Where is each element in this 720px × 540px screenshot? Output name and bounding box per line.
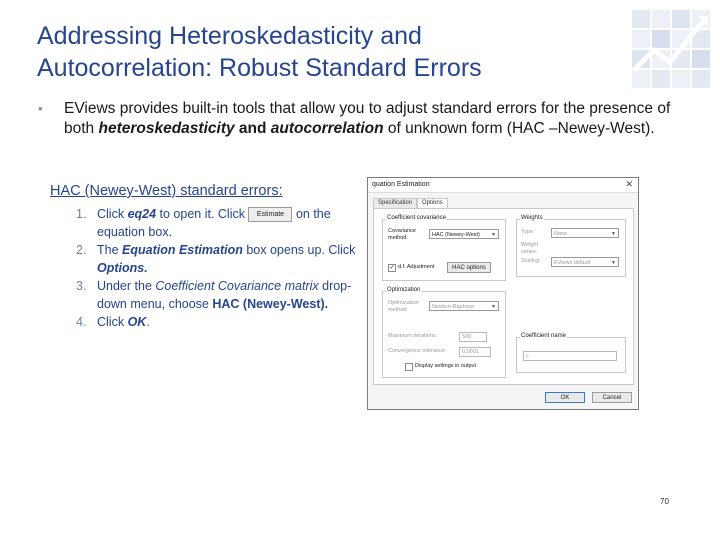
estimate-button-image: Estimate [248,207,292,222]
equation-estimation-dialog [367,177,639,410]
chevron-down-icon: ▼ [611,231,616,237]
coef-name-input[interactable]: c [523,351,617,361]
emphasis-autocorrelation: autocorrelation [270,120,384,137]
dialog-tabs [373,198,448,208]
step-item: 4. Click OK. [76,315,150,329]
df-adjustment-label: d.f. Adjustment [398,264,435,270]
display-settings-label: Display settings in output [415,363,477,369]
cov-method-select[interactable]: HAC (Newey-West) ▼ [429,229,499,239]
step-item: 1. Click eq24 to open it. Click Estimate on the equation box. [76,207,331,239]
cancel-button[interactable]: Cancel [592,392,632,403]
df-adjustment-checkbox[interactable]: ✓ [389,265,395,271]
coef-name-group: Coefficient name c [516,337,626,373]
dialog-titlebar [368,178,638,193]
step-item: 3. Under the Coefficient Covariance matrix drop-down menu, choose HAC (Newey-West). [76,279,352,311]
hac-options-button[interactable]: HAC options [447,262,491,273]
page-number: 70 [660,497,669,506]
weights-type-select[interactable]: None ▼ [551,228,619,238]
convergence-input[interactable]: 0.0001 [459,347,491,357]
rising-chart-logo-icon [632,10,710,88]
close-icon[interactable]: ✕ [625,179,633,189]
tab-options[interactable]: Options [417,198,448,208]
intro-bullet [38,99,690,139]
slide-title: Addressing Heteroskedasticity and Autocorrelation: Robust Standard Errors [37,22,482,82]
optimization-group: Optimization Optimization method: Newton-Raphson ▼ Maximum iterations: 500 Convergence tolerance: 0.0001 Display settings in output [382,291,506,378]
steps-list [76,205,361,331]
display-settings-checkbox[interactable] [405,363,413,371]
weights-type-label: Type: [521,229,535,235]
intro-text: EViews provides built-in tools that allow you to adjust standard errors for the presence of both heteroskedasticity and autocorrelation of unknown form (HAC –Newey-West). [64,100,671,137]
emphasis-heteroskedasticity: heteroskedasticity [98,120,235,137]
opt-method-select[interactable]: Newton-Raphson ▼ [429,301,499,311]
options-panel [373,208,634,385]
max-iterations-label: Maximum iterations: [388,333,438,339]
chevron-down-icon: ▼ [491,304,496,310]
dialog-title: quation Estimation [372,181,430,188]
weights-group: Weights Type: None ▼ Weight series: Scaling: EViews default ▼ [516,219,626,277]
step-item: 2. The Equation Estimation box opens up. Click Options. [76,243,356,275]
chevron-down-icon: ▼ [611,260,616,266]
weight-series-label: Weight series: [521,242,539,255]
scaling-select[interactable]: EViews default ▼ [551,257,619,267]
ok-button[interactable]: OK [545,392,585,403]
coef-cov-group: Coefficient covariance Covariance method: HAC (Newey-West) ▼ ✓ d.f. Adjustment HAC options [382,219,506,281]
convergence-label: Convergence tolerance: [388,348,447,354]
scaling-label: Scaling: [521,258,541,264]
chevron-down-icon: ▼ [491,232,496,238]
max-iterations-input[interactable]: 500 [459,332,487,342]
tab-specification[interactable]: Specification [373,198,417,208]
opt-method-label: Optimization method: [388,300,419,313]
cov-method-label: Covariance method: [388,228,416,241]
hac-subheading: HAC (Newey-West) standard errors: [50,183,283,199]
bullet-dot-icon: • [38,101,43,116]
